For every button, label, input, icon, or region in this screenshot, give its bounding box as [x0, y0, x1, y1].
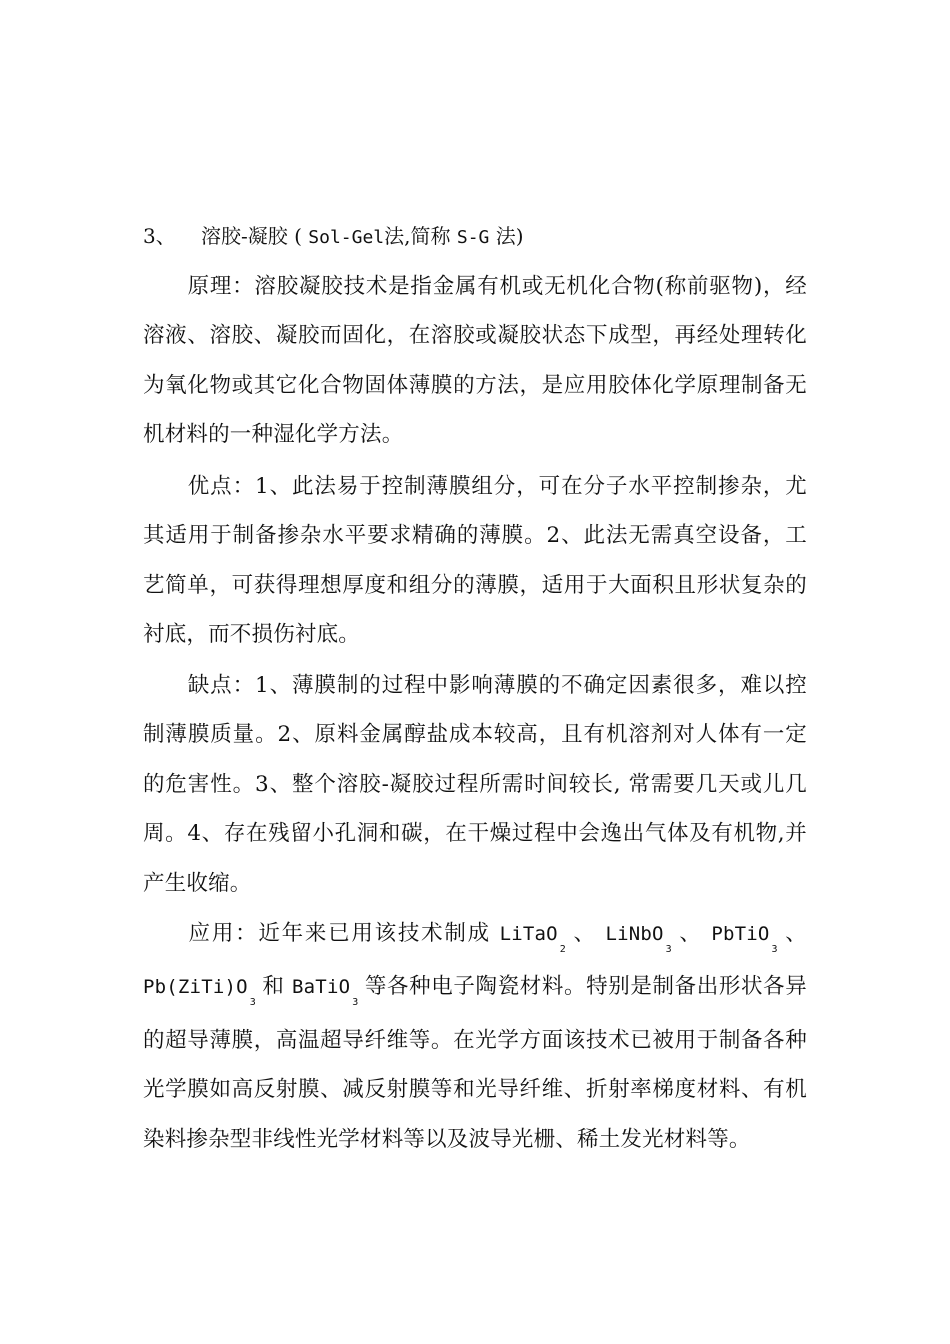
section-heading [143, 222, 524, 252]
chem-litao: LiTaO [499, 923, 558, 945]
applications-sep2: 、 [677, 921, 703, 946]
section-title-method: 法,简称 [384, 224, 451, 248]
section-number: 3、 [143, 224, 176, 248]
applications-rest: 等各种电子陶瓷材料。特别是制备出形状各异的超导薄膜，高温超导纤维等。在光学方面该技术已被用于制备各种光学膜如高反射膜、减反射膜等和光导纤维、折射率梯度材料、有机染料掺杂型非线性光学材料等以及波导光栅、稀土发光材料等。 [143, 974, 807, 1152]
chem-litao-sub: 2 [559, 944, 566, 955]
advantages-text: 优点：1、此法易于控制薄膜组分，可在分子水平控制掺杂，尤其适用于制备掺杂水平要求精确的薄膜。2、此法无需真空设备，工艺简单，可获得理想厚度和组分的薄膜，适用于大面积且形状复杂的衬底，而不损伤衬底。 [143, 474, 807, 648]
disadvantages-text: 缺点：1、薄膜制的过程中影响薄膜的不确定因素很多，难以控制薄膜质量。2、原料金属醇盐成本较高，且有机溶剂对人体有一定的危害性。3、整个溶胶-凝胶过程所需时间较长, 常需要几天或儿几周。4、存在残留小孔洞和碳，在干燥过程中会逸出气体及有机物,并产生收缩。 [143, 673, 807, 896]
section-title-latin: Sol-Gel [308, 227, 385, 248]
chem-linbo: LiNbO [605, 923, 664, 945]
section-title-end: 法) [495, 224, 524, 248]
chem-batio: BaTiO [292, 976, 351, 999]
applications-and: 和 [262, 974, 285, 1000]
applications-sep1: 、 [572, 921, 597, 946]
principle-paragraph [143, 262, 807, 460]
section-title: 溶胶-凝胶 ( [201, 224, 302, 248]
chem-pbtio-sub: 3 [771, 944, 778, 955]
applications-prefix: 应用：近年来已用该技术制成 [187, 921, 491, 946]
applications-paragraph [143, 909, 807, 1164]
disadvantages-paragraph [143, 661, 807, 908]
principle-text: 原理：溶胶凝胶技术是指金属有机或无机化合物(称前驱物)，经溶液、溶胶、凝胶而固化，在溶胶或凝胶状态下成型，再经处理转化为氧化物或其它化合物固体薄膜的方法，是应用胶体化学原理制备无机材料的一种湿化学方法。 [143, 274, 807, 448]
applications-sep3: 、 [783, 921, 808, 946]
chem-pbziti: Pb(ZiTi)O [143, 976, 248, 999]
chem-linbo-sub: 3 [665, 944, 672, 955]
section-title-abbr: S-G [456, 227, 490, 248]
chem-pbziti-sub: 3 [249, 997, 256, 1009]
advantages-paragraph [143, 462, 807, 660]
chem-batio-sub: 3 [352, 997, 359, 1009]
chem-pbtio: PbTiO [711, 923, 770, 945]
